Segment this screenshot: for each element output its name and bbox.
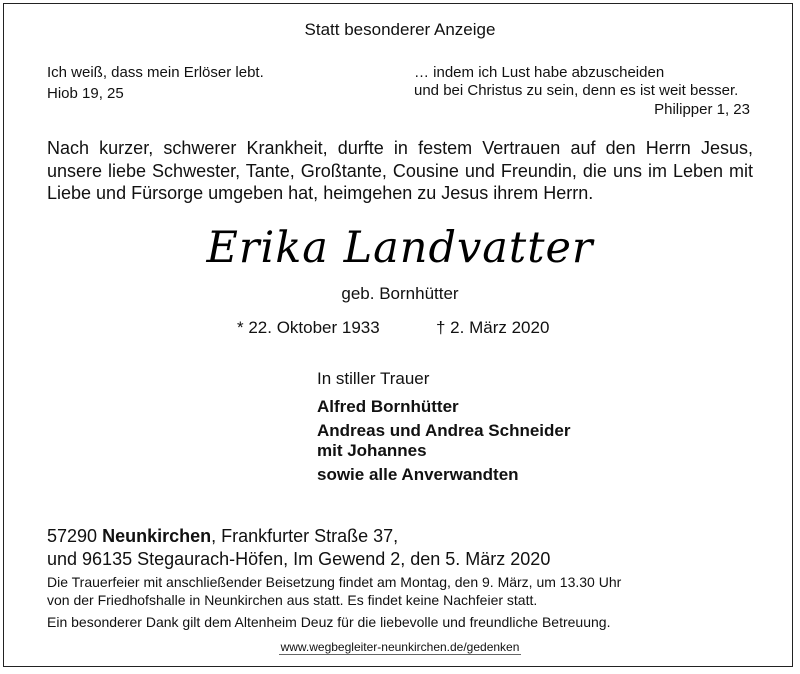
notice-header: Statt besonderer Anzeige (304, 20, 496, 39)
notes-block (47, 573, 621, 631)
footer (0, 640, 800, 654)
memorial-link[interactable]: www.wegbegleiter-neunkirchen.de/gedenken (280, 640, 520, 654)
street: , Frankfurter Straße 37, (211, 526, 399, 546)
funeral-info-line2: von der Friedhofshalle in Neunkirchen aus statt. Es findet keine Nachfeier statt. (47, 592, 538, 608)
address-line2: und 96135 Stegaurach-Höfen, Im Gewend 2, den 5. März 2020 (47, 549, 551, 569)
verse-right-text-line2: und bei Christus zu sein, denn es ist weit besser. (414, 82, 739, 99)
birth-date: * 22. Oktober 1933 (237, 318, 380, 337)
verse-right-reference: Philipper 1, 23 (654, 101, 750, 118)
mourner-name: sowie alle Anverwandten (317, 465, 519, 484)
deceased-name: Erika Landvatter (206, 223, 594, 273)
address-block (47, 525, 550, 571)
intro-paragraph: Nach kurzer, schwerer Krankheit, durfte in festem Vertrauen auf den Herrn Jesus, unsere liebe Schwester, Tante, Großtante, Cousine und Freundin, die uns im Leben mit Liebe und Fürsorge umgeben hat, heimgehen zu Jesus ihrem Herrn. (47, 138, 753, 203)
funeral-info-line1: Die Trauerfeier mit anschließender Beisetzung findet am Montag, den 9. März, um 13.30 Uhr (47, 574, 622, 590)
thanks-line: Ein besonderer Dank gilt dem Altenheim Deuz für die liebevolle und freundliche Betreuung. (47, 614, 611, 630)
address-line1 (47, 525, 550, 548)
city-name: Neunkirchen (102, 526, 212, 546)
verse-left-text: Ich weiß, dass mein Erlöser lebt. (47, 64, 264, 81)
death-date: † 2. März 2020 (436, 318, 550, 337)
mourner-name: Andreas und Andrea Schneider (317, 421, 571, 440)
mourning-label: In stiller Trauer (317, 369, 430, 388)
verse-left-reference: Hiob 19, 25 (47, 85, 124, 102)
mourner-name: Alfred Bornhütter (317, 397, 459, 416)
mourners-list (317, 396, 570, 486)
verse-right-text-line1: … indem ich Lust habe abzuscheiden (414, 64, 665, 81)
zip-code: 57290 (47, 526, 98, 546)
birth-name: geb. Bornhütter (341, 284, 459, 303)
mourner-name: mit Johannes (317, 441, 427, 460)
